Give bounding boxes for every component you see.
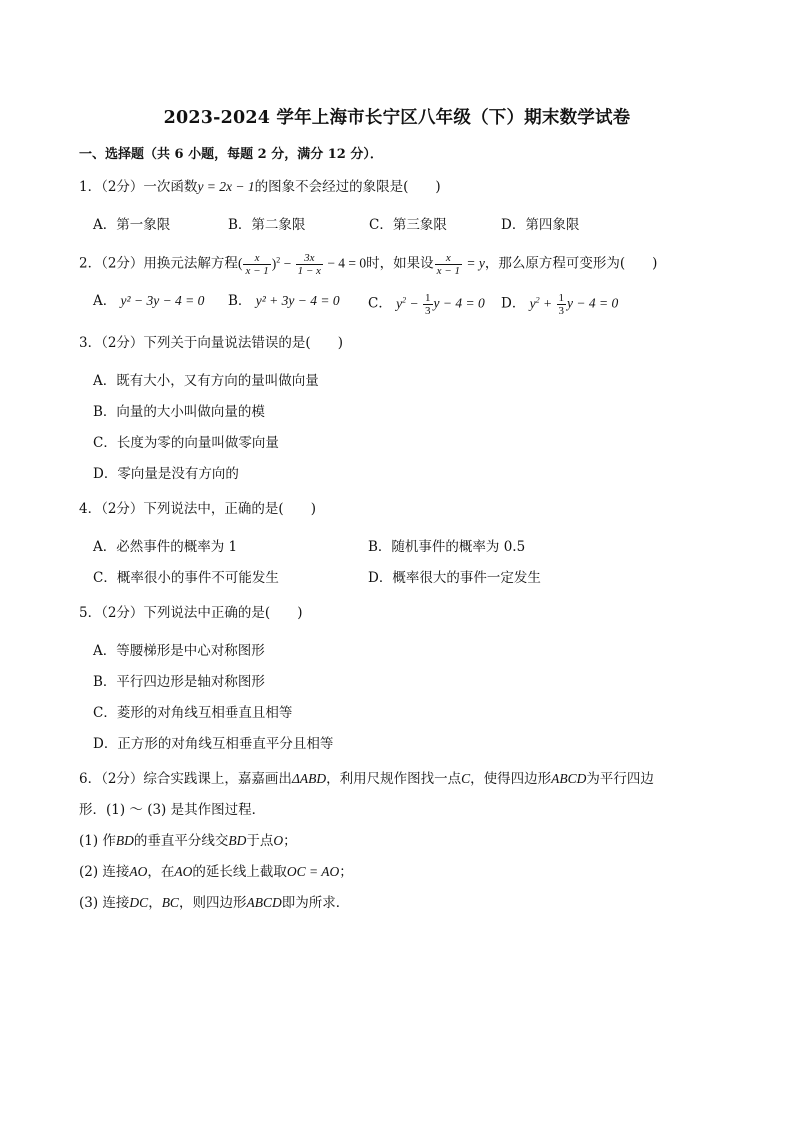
q5-option-a[interactable]: A．等腰梯形是中心对称图形: [93, 643, 265, 659]
q2-option-a[interactable]: A． y² − 3y − 4 = 0: [93, 293, 205, 309]
q2-fraction-2: $\frac{3x}{1 - x}$: [297, 251, 321, 277]
question-6-stem-line1: 6．（2分）综合实践课上，嘉嘉画出ΔABD，利用尺规作图找一点C，使得四边形ABCD为平行四边: [79, 771, 654, 787]
question-1-stem: [79, 178, 441, 196]
q2-fraction-3: $\frac{x}{x - 1}$: [436, 251, 460, 277]
question-2-stem: 2．（2分）用换元法解方程( $\frac{x}{x - 1}$ )$^2$ − $\frac{3x}{1 - x}$ − 4 = 0时，如果设 $\frac{x}{x - 1}$ = y，那么原方程可变形为( ): [79, 251, 658, 277]
q6-step-3: (3) 连接DC，BC，则四边形ABCD即为所求．: [79, 895, 350, 911]
q2-mid: 时，如果设: [366, 255, 434, 272]
q4-option-c[interactable]: C．概率很小的事件不可能发生: [93, 570, 279, 586]
q2-fraction-1: $\frac{x}{x - 1}$: [245, 251, 269, 277]
q3-option-c[interactable]: C．长度为零的向量叫做零向量: [93, 435, 279, 451]
q2-suffix: ，那么原方程可变形为( ): [484, 255, 658, 272]
q4-option-a[interactable]: A．必然事件的概率为 1: [93, 539, 238, 555]
question-6-stem-line2: 形．(1) ～ (3) 是其作图过程．: [79, 802, 266, 818]
q2-option-b[interactable]: B． y² + 3y − 4 = 0: [228, 293, 340, 309]
q2-option-c[interactable]: C． $y^2$ − $\frac{1}{3}$ y − 4 = 0: [368, 291, 485, 317]
q3-option-b[interactable]: B．向量的大小叫做向量的模: [93, 404, 265, 420]
q1-option-a[interactable]: A．第一象限: [93, 217, 171, 233]
q3-option-a[interactable]: A．既有大小，又有方向的量叫做向量: [93, 373, 319, 389]
q1-suffix: 的图象不会经过的象限是( ): [254, 179, 441, 195]
q1-expr: y = 2x − 1: [197, 179, 255, 194]
q2-prefix: 2．（2分）用换元法解方程: [79, 255, 238, 272]
question-3-stem: 3．（2分）下列关于向量说法错误的是( ): [79, 335, 343, 351]
section-heading: 一、选择题（共 6 小题，每题 2 分，满分 12 分）．: [79, 147, 383, 162]
q1-option-c[interactable]: C．第三象限: [369, 217, 447, 233]
q6-step-1: (1) 作BD的垂直平分线交BD于点O；: [79, 833, 297, 849]
question-4-stem: 4．（2分）下列说法中，正确的是( ): [79, 501, 316, 517]
page-title: 2023-2024 学年上海市长宁区八年级（下）期末数学试卷: [163, 108, 631, 128]
q3-option-d[interactable]: D．零向量是没有方向的: [93, 466, 239, 482]
q1-prefix: 1．（2分）一次函数: [79, 179, 198, 195]
q4-option-d[interactable]: D．概率很大的事件一定发生: [368, 570, 541, 586]
q5-option-b[interactable]: B．平行四边形是轴对称图形: [93, 674, 265, 690]
q5-option-d[interactable]: D．正方形的对角线互相垂直平分且相等: [93, 736, 334, 752]
q6-step-2: (2) 连接AO，在AO的延长线上截取OC = AO；: [79, 864, 353, 880]
q5-option-c[interactable]: C．菱形的对角线互相垂直且相等: [93, 705, 293, 721]
q2-option-d[interactable]: D． $y^2$ + $\frac{1}{3}$ y − 4 = 0: [501, 291, 619, 317]
q1-option-d[interactable]: D．第四象限: [501, 217, 580, 233]
q1-option-b[interactable]: B．第二象限: [228, 217, 306, 233]
q4-option-b[interactable]: B．随机事件的概率为 0.5: [368, 539, 526, 555]
question-5-stem: 5．（2分）下列说法中正确的是( ): [79, 605, 303, 621]
